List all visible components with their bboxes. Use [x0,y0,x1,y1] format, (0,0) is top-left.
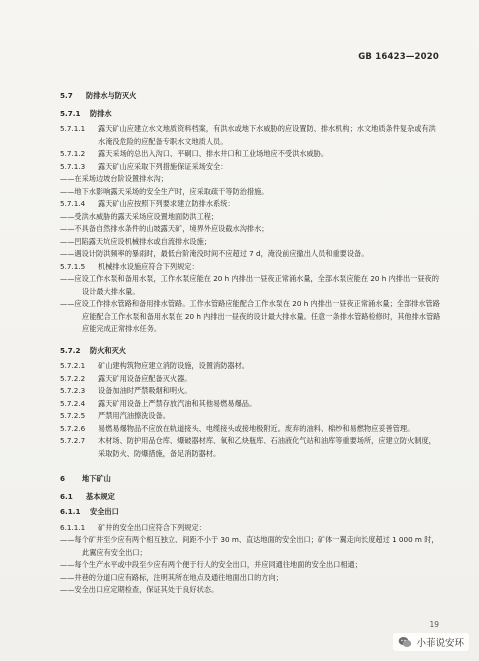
clause: 5.7.1.5 机械排水设施应符合下列规定： [60,261,199,271]
list-item: ——每个生产水平或中段至少应有两个便于行人的安全出口，并应同通往地面的安全出口相通； [60,560,362,569]
list-item: ——安全出口应定期检查，保证其处于良好状态。 [60,585,219,594]
clause: 5.7.2.3 设备加油时严禁吸烟和明火。 [60,386,192,395]
subsection-heading: 5.7.1 防排水 [60,108,112,118]
page-number: 19 [429,620,439,629]
clause: 5.7.2.6 易燃易爆物品不应放在轨道接头、电缆接头或接地极附近。废弃的油料、棉纱和易燃物应妥善管理。 [60,423,415,433]
list-item: ——井巷的分道口应有路标，注明其所在地点及通往地面出口的方向； [60,572,283,582]
watermark [393,633,469,651]
clause: 5.7.2.4 露天矿用设备上严禁存放汽油和其他易燃易爆品。 [60,398,257,408]
subsection-heading: 6.1.1 安全出口 [60,507,119,516]
wechat-icon [398,635,412,649]
list-item: ——地下水影响露天采场的安全生产时，应采取疏干等防治措施。 [60,186,269,196]
clause: 5.7.2.1 矿山建构筑物应建立消防设施，设置消防器材。 [60,361,249,370]
list-item: ——凹陷露天坑应设机械排水或自流排水设施； [60,236,211,246]
clause: 5.7.2.5 严禁用汽油擦洗设备。 [60,411,170,420]
subsection-heading: 6.1 基本规定 [60,491,115,501]
list-item: ——应设工作排水管路和备用排水管路。工作水管路应能配合工作水泵在 20 h 内排出一昼夜正常涌水量；全部排水管路应能配合工作水泵和备用水泵在 20 h 内排出一昼夜的设计最大排水量。任意一条排水管路检修时，其他排水管路应能完成正常排水任务。 [60,299,441,333]
list-item: ——每个矿井至少应有两个相互独立、间距不小于 30 m、直达地面的安全出口；矿体一翼走向长度超过 1 000 m 时，此翼应有安全出口； [60,535,439,557]
clause: 5.7.2.7 木材场、防护用品仓库、爆破器材库、氧和乙炔瓶库、石油液化气站和油库等重要场所，应建立防火制度，采取防火、防爆措施，备足消防器材。 [60,436,436,458]
document-body [60,84,442,597]
list-item: ——遇设计防洪频率的暴雨时，最低台阶淹没时间不应超过 7 d，淹没前应撤出人员和重要设备。 [60,249,369,258]
watermark-text: 小菲说安环 [416,638,464,649]
list-item: ——不具备自然排水条件的山坡露天矿，境界外应设截水沟排水； [60,224,269,233]
clause: 6.1.1.1 矿井的安全出口应符合下列规定： [60,522,206,532]
clause: 5.7.2.2 露天矿用设备应配备灭火器。 [60,373,192,383]
section-heading: 5.7 防排水与防灭火 [60,91,137,100]
section-heading: 6 地下矿山 [60,474,111,483]
clause: 5.7.1.3 露天矿山应采取下列措施保证采场安全： [60,161,228,171]
clause: 5.7.1.1 露天矿山应建立水文地质资料档案，有洪水或地下水威胁的应设置防、排水机构；水文地质条件复杂或有洪水淹没危险的应配备专职水文地质人员。 [60,124,436,146]
clause: 5.7.1.4 露天矿山应按照下列要求建立防排水系统： [60,199,235,208]
clause: 5.7.1.2 露天采场的总出入沟口、平硐口、排水井口和工业场地应不受洪水威胁。 [60,149,329,158]
list-item: ——应设工作水泵和备用水泵，工作水泵应能在 20 h 内排出一昼夜正常涌水量，全部水泵应能在 20 h 内排出一昼夜的设计最大排水量。 [60,274,439,296]
standard-number: GB 16423—2020 [358,52,439,62]
subsection-heading: 5.7.2 防火和灭火 [60,345,126,355]
list-item: ——在采场边坡台阶设置排水沟； [60,174,168,183]
list-item: ——受洪水威胁的露天采场应设置地面防洪工程； [60,211,219,221]
